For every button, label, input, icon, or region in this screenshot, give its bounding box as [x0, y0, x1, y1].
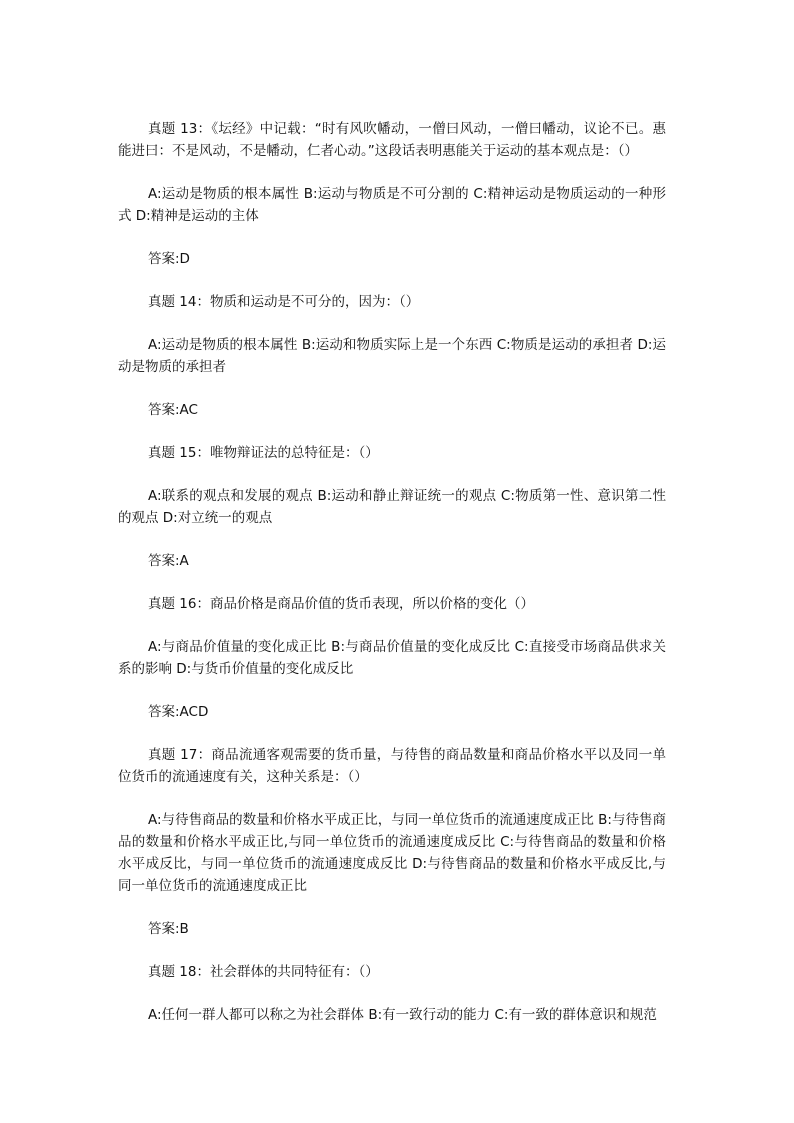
- question-15-answer: 答案:A: [148, 553, 189, 569]
- document-body: [118, 118, 666, 1026]
- question-13: 真题 13：《坛经》中记载：“时有风吹幡动，一僧曰风动，一僧曰幡动，议论不已。惠能进曰：不是风动，不是幡动，仁者心动。”这段话表明惠能关于运动的基本观点是：（）: [118, 121, 666, 159]
- question-17-answer: 答案:B: [148, 921, 189, 937]
- question-13-answer: 答案:D: [148, 251, 190, 267]
- question-17: 真题 17：商品流通客观需要的货币量，与待售的商品数量和商品价格水平以及同一单位货币的流通速度有关，这种关系是：（）: [118, 747, 666, 785]
- question-17-options: A:与待售商品的数量和价格水平成正比，与同一单位货币的流通速度成正比 B:与待售商品的数量和价格水平成正比,与同一单位货币的流通速度成反比 C:与待售商品的数量和价格水平成反比，与同一单位货币的流通速度成反比 D:与待售商品的数量和价格水平成反比,与同一单位货币的流通速度成正比: [118, 812, 666, 894]
- question-16-answer: 答案:ACD: [148, 704, 209, 720]
- question-15: 真题 15：唯物辩证法的总特征是：（）: [148, 445, 379, 461]
- question-16-options: A:与商品价值量的变化成正比 B:与商品价值量的变化成反比 C:直接受市场商品供求关系的影响 D:与货币价值量的变化成反比: [118, 639, 666, 677]
- question-18: 真题 18：社会群体的共同特征有：（）: [148, 964, 379, 980]
- question-15-options: A:联系的观点和发展的观点 B:运动和静止辩证统一的观点 C:物质第一性、意识第二性的观点 D:对立统一的观点: [118, 488, 666, 526]
- question-18-options: A:任何一群人都可以称之为社会群体 B:有一致行动的能力 C:有一致的群体意识和规范: [148, 1007, 657, 1023]
- question-13-options: A:运动是物质的根本属性 B:运动与物质是不可分割的 C:精神运动是物质运动的一种形式 D:精神是运动的主体: [118, 186, 666, 224]
- question-14: 真题 14：物质和运动是不可分的，因为：（）: [148, 294, 420, 310]
- question-14-options: A:运动是物质的根本属性 B:运动和物质实际上是一个东西 C:物质是运动的承担者 D:运动是物质的承担者: [118, 337, 666, 375]
- question-16: 真题 16：商品价格是商品价值的货币表现，所以价格的变化（）: [148, 596, 534, 612]
- question-14-answer: 答案:AC: [148, 402, 198, 418]
